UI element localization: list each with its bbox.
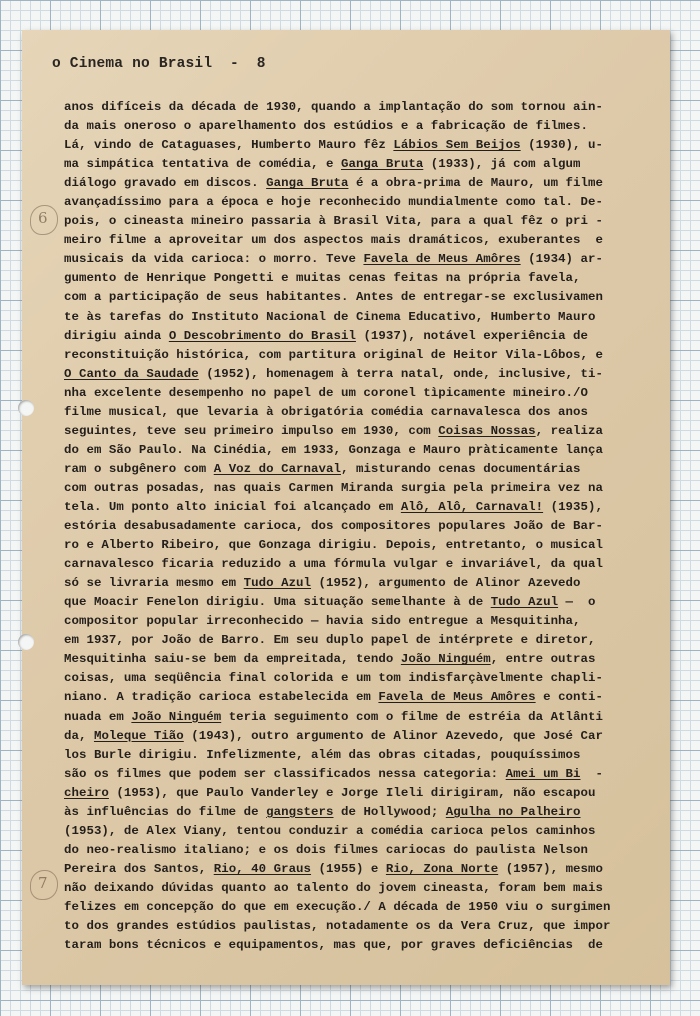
text-line — [64, 288, 664, 307]
underlined-title: Ganga Bruta — [266, 176, 349, 191]
underlined-title: O Descobrimento do Brasil — [168, 328, 356, 343]
text-run: compositor popular irreconhecido — havia sido entregue a Mesquitinha, — [64, 614, 581, 629]
underlined-title: Moleque Tião — [93, 728, 184, 743]
text-run: em 1937, por João de Barro. Em seu duplo papel de intérprete e diretor, — [64, 633, 596, 648]
underlined-title: Agulha no Palheiro — [445, 804, 581, 819]
underlined-title: Lábios Sem Beijos — [393, 138, 521, 153]
text-run: carnavalesco ficaria reduzido a uma fórmula vulgar e invariável, da qual — [64, 557, 603, 572]
text-line — [64, 917, 664, 936]
text-line — [64, 365, 664, 384]
text-run: nuada em — [64, 709, 132, 724]
text-line — [64, 765, 664, 784]
text-run: , entre outras — [490, 652, 596, 667]
text-run: às influências do filme de — [64, 804, 267, 819]
text-line — [64, 441, 664, 460]
text-line — [64, 269, 664, 288]
text-line — [64, 669, 664, 688]
text-run: Pereira dos Santos, — [64, 861, 214, 876]
text-run: e conti- — [535, 690, 603, 705]
text-line — [64, 403, 664, 422]
text-line — [64, 498, 664, 517]
text-run: (1955) e — [311, 861, 386, 876]
text-line — [64, 98, 664, 117]
text-run: Mesquitinha saiu-se bem da empreitada, tendo — [64, 652, 401, 667]
text-run: felizes em concepção do que em execução./ A década de 1950 viu o surgimen — [64, 899, 611, 914]
text-line — [64, 212, 664, 231]
text-run: - — [580, 766, 603, 781]
text-run: reconstituição histórica, com partitura original de Heitor Vila-Lôbos, e — [64, 347, 603, 362]
text-line — [64, 517, 664, 536]
text-run: (1952), argumento de Alinor Azevedo — [311, 576, 581, 591]
text-line — [64, 708, 664, 727]
text-line — [64, 688, 664, 707]
text-line — [64, 727, 664, 746]
underlined-title: Coisas Nossas — [438, 423, 536, 438]
text-line — [64, 879, 664, 898]
text-line — [64, 784, 664, 803]
typewritten-page — [22, 30, 670, 985]
text-run: coisas, uma seqüência final colorida e um tom indisfarçàvelmente chapli- — [64, 671, 603, 686]
text-run: pois, o cineasta mineiro passaria à Brasil Vita, para a qual fêz o pri - — [64, 214, 603, 229]
underlined-title: João Ninguém — [400, 652, 491, 667]
text-run: musicais da vida carioca: o morro. Teve — [64, 252, 364, 267]
text-line — [64, 936, 664, 955]
text-line — [64, 117, 664, 136]
underlined-title: O Canto da Saudade — [64, 366, 199, 381]
underlined-title: João Ninguém — [131, 709, 222, 724]
text-run: não deixando dúvidas quanto ao talento do jovem cineasta, foram bem mais — [64, 880, 603, 895]
underlined-title: Favela de Meus Amôres — [378, 690, 536, 705]
underlined-title: Amei um Bi — [505, 766, 581, 781]
underlined-title: Ganga Bruta — [340, 157, 424, 172]
text-run: que Moacir Fenelon dirigiu. Uma situação semelhante à de — [64, 595, 491, 610]
text-line — [64, 250, 664, 269]
text-run: Lá, vindo de Cataguases, Humberto Mauro fêz — [64, 138, 394, 153]
text-run: to dos grandes estúdios paulistas, notadamente os da Vera Cruz, que impor — [64, 919, 611, 934]
underlined-title: Favela de Meus Amôres — [363, 252, 521, 267]
text-run: (1952), homenagem à terra natal, onde, inclusive, ti- — [198, 366, 603, 381]
text-run: ram o subgênero com — [64, 461, 214, 476]
text-line — [64, 479, 664, 498]
text-run: só se livraria mesmo em — [64, 576, 244, 591]
text-run: tela. Um ponto alto inicial foi alcançado em — [64, 499, 401, 514]
text-line — [64, 136, 664, 155]
text-run: do neo-realismo italiano; e os dois filmes cariocas do paulista Nelson — [64, 842, 588, 857]
underlined-title: Tudo Azul — [243, 576, 312, 591]
text-run: com a participação de seus habitantes. Antes de entregar-se exclusivamen — [64, 290, 603, 305]
text-run: nha excelente desempenho no papel de um coronel tìpicamente mineiro./O — [64, 385, 588, 400]
text-line — [64, 593, 664, 612]
text-run: ma simpática tentativa de comédia, e — [64, 157, 341, 172]
text-run: são os filmes que podem ser classificados nessa categoria: — [64, 766, 506, 781]
underlined-title: Tudo Azul — [490, 595, 559, 610]
text-run: , realiza — [535, 423, 603, 438]
text-run: é a obra-prima de Mauro, um filme — [348, 176, 603, 191]
text-run: gumento de Henrique Pongetti e muitas cenas feitas na própria favela, — [64, 271, 581, 286]
text-run: (1935), — [543, 499, 603, 514]
margin-annotation: 7 — [30, 870, 58, 900]
punch-hole — [18, 400, 34, 416]
text-line — [64, 803, 664, 822]
text-line — [64, 174, 664, 193]
text-line — [64, 841, 664, 860]
text-line — [64, 746, 664, 765]
text-run: te às tarefas do Instituto Nacional de Cinema Educativo, Humberto Mauro — [64, 309, 596, 324]
text-line — [64, 650, 664, 669]
text-line — [64, 384, 664, 403]
text-line — [64, 308, 664, 327]
text-line — [64, 460, 664, 479]
text-line — [64, 536, 664, 555]
text-line — [64, 898, 664, 917]
text-line — [64, 422, 664, 441]
text-run: taram bons técnicos e equipamentos, mas que, por graves deficiências de — [64, 938, 603, 953]
text-run: ro e Alberto Ribeiro, que Gonzaga dirigiu. Depois, entretanto, o musical — [64, 538, 603, 553]
margin-annotation: 6 — [30, 205, 58, 235]
text-run: (1943), outro argumento de Alinor Azevedo, que José Car — [183, 728, 603, 743]
text-run: — o — [558, 595, 596, 610]
text-run: niano. A tradição carioca estabelecida em — [64, 690, 379, 705]
text-run: do em São Paulo. Na Cinédia, em 1933, Gonzaga e Mauro pràticamente lança — [64, 442, 603, 457]
underlined-title: Alô, Alô, Carnaval! — [400, 499, 544, 514]
text-run: de Hollywood; — [333, 804, 446, 819]
text-run: com outras posadas, nas quais Carmen Miranda surgia pela primeira vez na — [64, 480, 603, 495]
text-line — [64, 193, 664, 212]
text-line — [64, 860, 664, 879]
text-run: los Burle dirigiu. Infelizmente, além das obras citadas, pouquíssimos — [64, 747, 581, 762]
text-run: da, — [64, 728, 94, 743]
text-line — [64, 822, 664, 841]
page-header: o Cinema no Brasil - 8 — [52, 56, 266, 72]
underlined-title: gangsters — [266, 804, 334, 819]
text-run: da mais oneroso o aparelhamento dos estúdios e a fabricação de filmes. — [64, 119, 588, 134]
text-run: diálogo gravado em discos. — [64, 176, 267, 191]
underlined-title: Rio, 40 Graus — [213, 861, 312, 876]
text-run: teria seguimento com o filme de estréia da Atlânti — [221, 709, 603, 724]
text-run: (1957), mesmo — [498, 861, 604, 876]
text-run: (1934) ar- — [520, 252, 603, 267]
text-line — [64, 155, 664, 174]
text-run: (1933), já com algum — [423, 157, 581, 172]
punch-hole — [18, 634, 34, 650]
text-line — [64, 555, 664, 574]
text-run: dirigiu ainda — [64, 328, 169, 343]
text-run: meiro filme a aproveitar um dos aspectos mais dramáticos, exuberantes e — [64, 233, 603, 248]
text-run: estória desabusadamente carioca, dos compositores populares João de Bar- — [64, 519, 603, 534]
text-line — [64, 574, 664, 593]
text-line — [64, 327, 664, 346]
underlined-title: cheiro — [64, 785, 109, 800]
text-run: filme musical, que levaria à obrigatória comédia carnavalesca dos anos — [64, 404, 588, 419]
text-run: (1937), notável experiência de — [355, 328, 589, 343]
text-line — [64, 631, 664, 650]
underlined-title: A Voz do Carnaval — [213, 461, 341, 476]
text-run: (1953), que Paulo Vanderley e Jorge Ileli dirigiram, não escapou — [108, 785, 596, 800]
underlined-title: Rio, Zona Norte — [385, 861, 499, 876]
text-line — [64, 346, 664, 365]
text-run: avançadíssimo para a época e hoje reconhecido mundialmente como tal. De- — [64, 195, 603, 210]
text-run: (1953), de Alex Viany, tentou conduzir a comédia carioca pelos caminhos — [64, 823, 596, 838]
text-run: (1930), u- — [520, 138, 603, 153]
text-run: , misturando cenas documentárias — [340, 461, 581, 476]
text-run: seguintes, teve seu primeiro impulso em 1930, com — [64, 423, 439, 438]
text-line — [64, 612, 664, 631]
body-text — [64, 98, 664, 955]
text-run: anos difíceis da década de 1930, quando a implantação do som tornou ain- — [64, 100, 603, 114]
text-line — [64, 231, 664, 250]
